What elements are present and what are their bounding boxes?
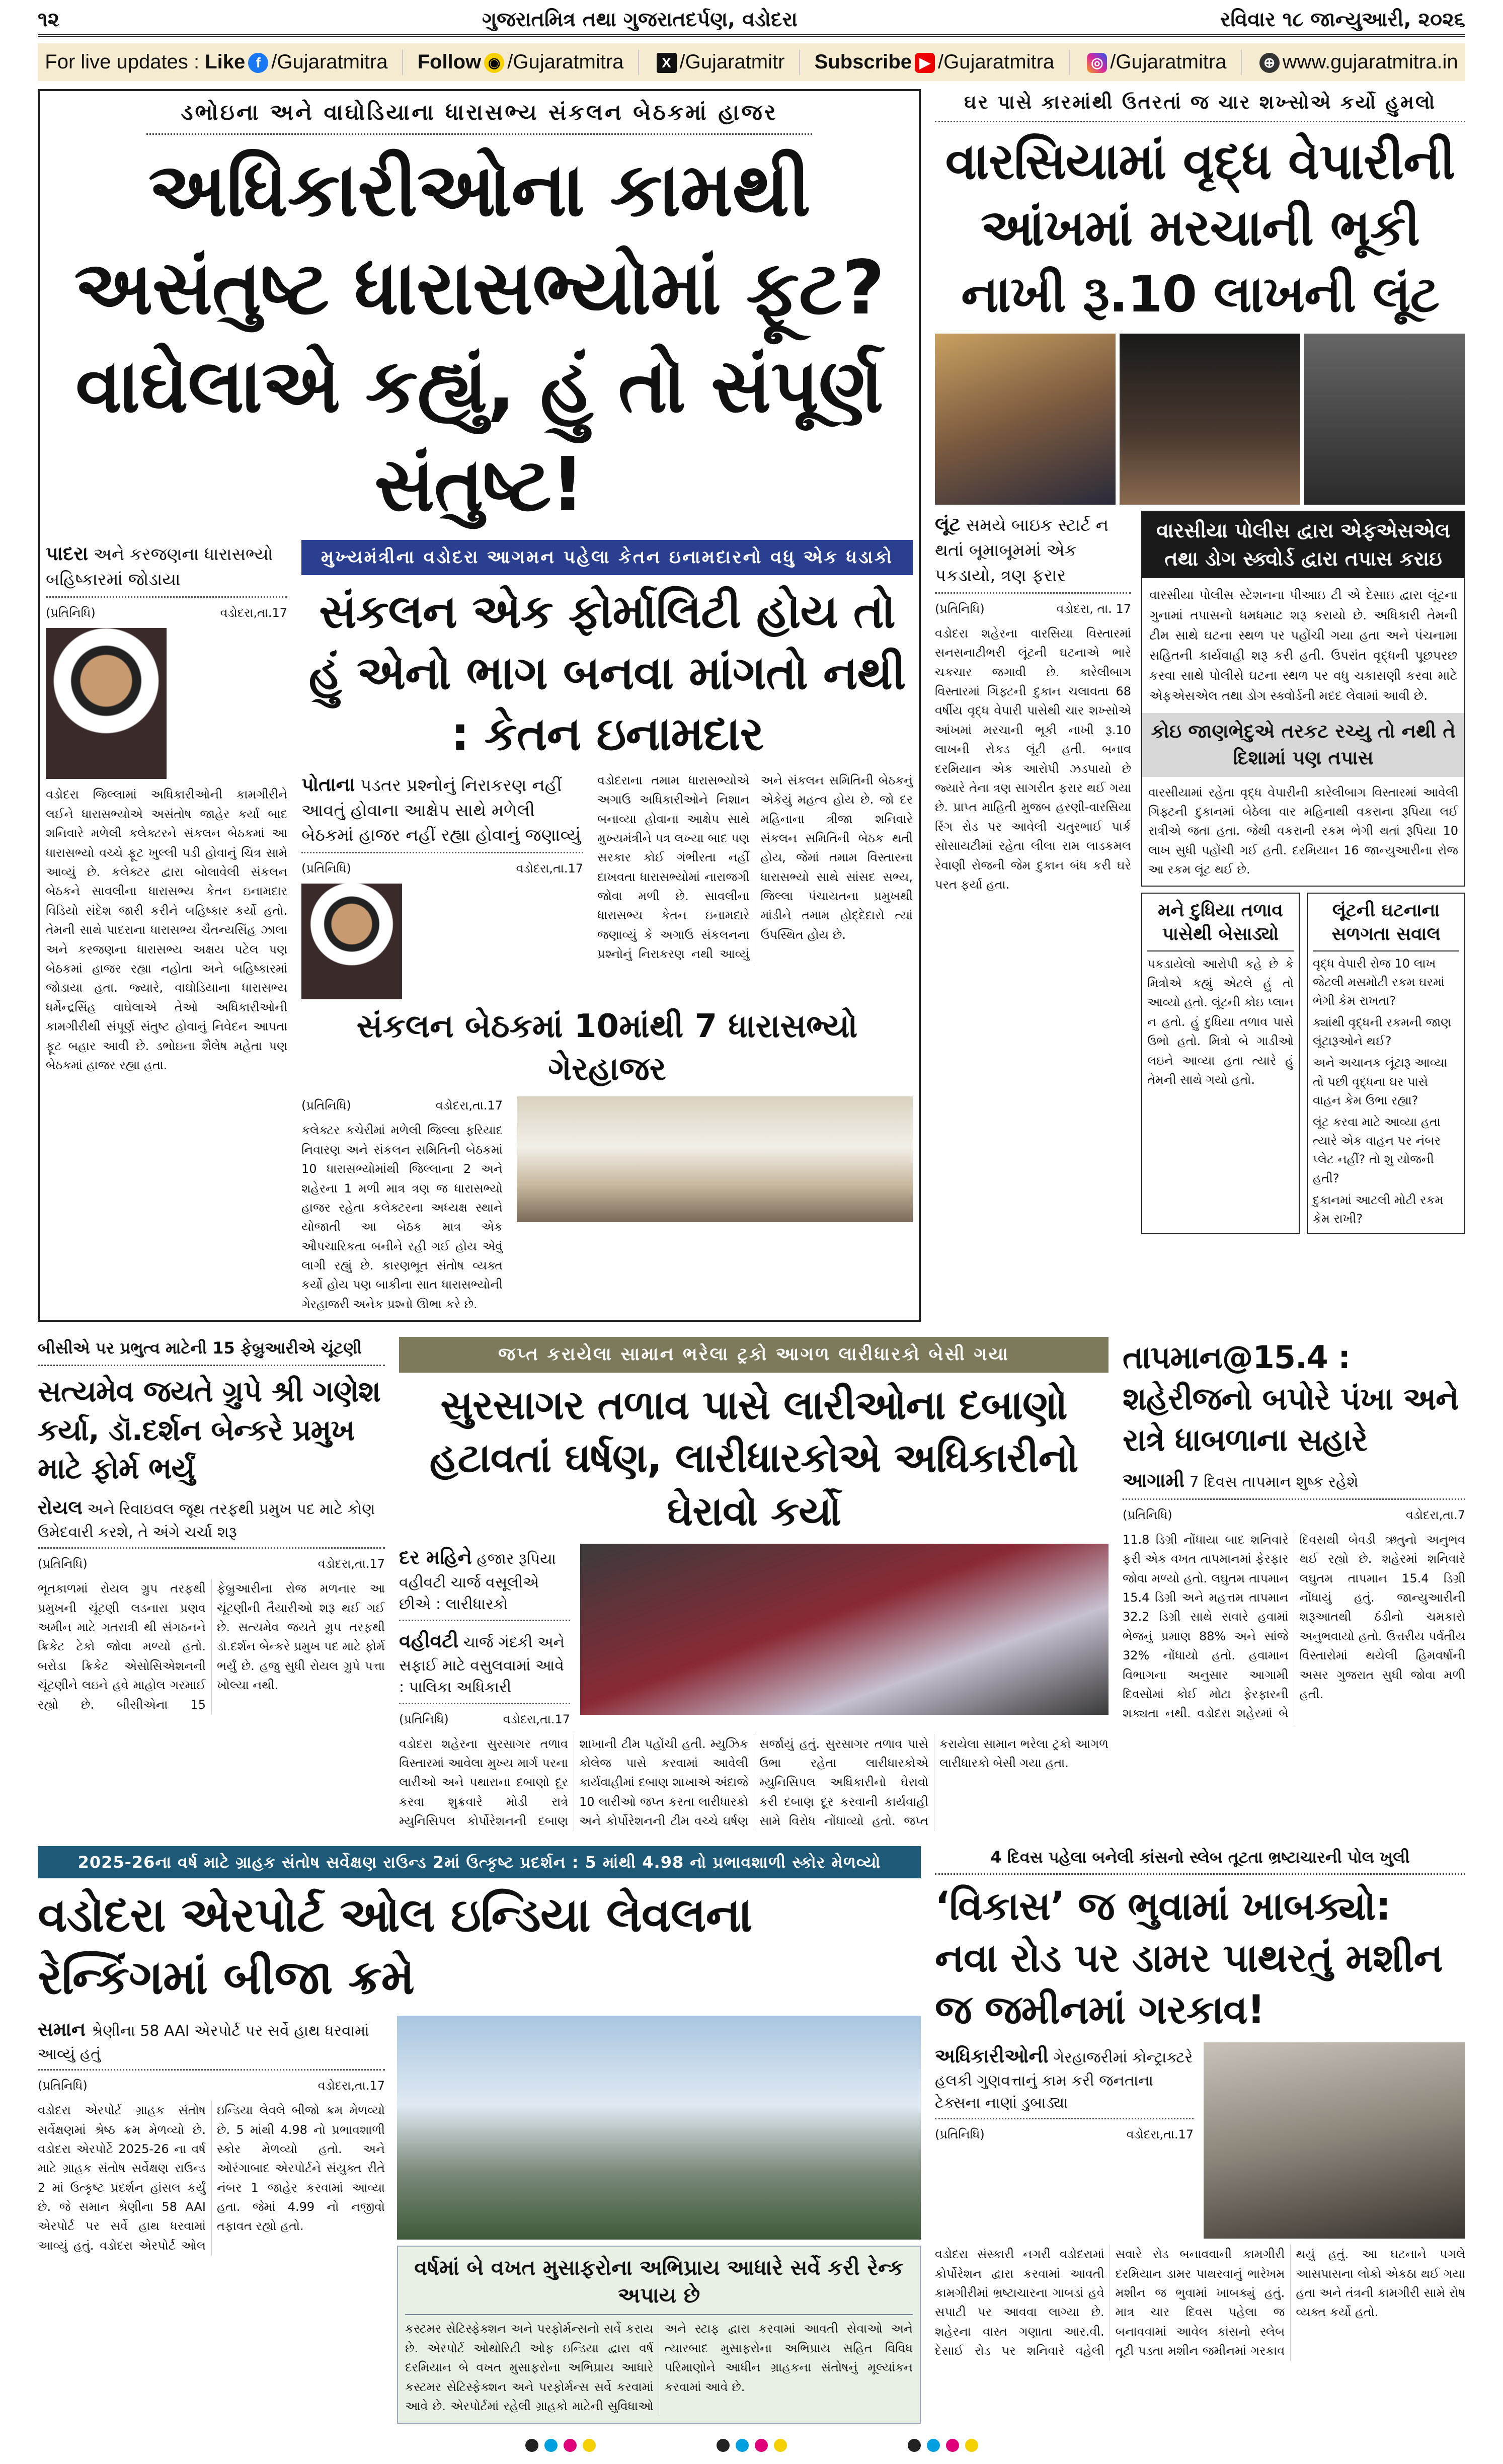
dateline: (પ્રતિનિધિ) વડોદરા,તા.17 (301, 1098, 503, 1113)
airport-photo (397, 2016, 921, 2240)
weather-body-a: 11.8 ડિગ્રી નોંધાયા બાદ શનિવારે ફરી એક વખત તાપમાનમાં ફેરફાર જોવા મળ્યો હતો. લઘુતમ તાપમાન 15.4 ડિગ્રી અને મહત્તમ તાપમાન 32.2 ડિગ્રી સાથે સવારે હવામાં ભેજનું પ્રમાણ 88% અને સાંજે 32% નોંધાયો હતો. હવામાન વિભાગના અનુસાર આગામી દિવસોમાં કોઈ મોટા ફેરફારની શક્યતા નથી. વડોદરા શહેરમાં બે દિવસથી બેવડી ઋતુનો અનુભવ થઈ રહ્યો છે. શહેરમાં શનિવારે લઘુતમ તાપમાન 15.4 ડિગ્રી નોંધાયું હતું. જાન્યુઆરીની શરૂઆતથી ઠંડીનો ચમકારો અનુભવાયો હતો. ઉત્તરીય પર્વતીય વિસ્તારોમાં થયેલી હિમવર્ષાની અસર ગુજરાત સુધી જોવા મળી હતી. (1123, 1532, 1465, 1721)
youtube-icon: ▶ (915, 53, 935, 73)
page-header (38, 5, 1465, 37)
airport-headline: વડોદરા એરપોર્ટ ઓલ ઇન્ડિયા લેવલના રેન્કિંગમાં બીજા ક્રમે (38, 1888, 752, 2006)
dateline: (પ્રતિનિધિ) વડોદરા,તા.17 (38, 1557, 385, 1571)
protest-photo (580, 1544, 1109, 1715)
survey-box (397, 2246, 921, 2424)
snapchat-icon: ◉ (484, 53, 504, 73)
facebook-icon: f (248, 53, 268, 73)
page-number: ૧૨ (38, 8, 60, 31)
social-bar (38, 43, 1465, 81)
bca-body-a: ભૂતકાળમાં રોયલ ગ્રુપ તરફથી પ્રમુખની ચૂંટણી લડનારા પ્રણવ અમીન માટે ગતરાત્રી થી સંગઠનને ક્રિકેટ ટેકો જોવા મળ્યો હતો. બરોડા ક્રિકેટ એસોસિએશનની ચૂંટણીને લઇને હવે માહોલ ગરમાઈ રહ્યો છે. બીસીએના 15 ફેબ્રુઆરીના રોજ મળનાર આ ચૂંટણીની તૈયારીઓ શરૂ થઈ ગઈ છે. સત્યમેવ જયતે ગ્રુપ તરફથી ડૉ.દર્શન બેન્કરે પ્રમુખ પદ માટે ફોર્મ ભર્યું છે. હજુ સુધી રોયલ ગ્રુપે પત્તા ખોલ્યા નથી. (38, 1581, 385, 1712)
police-box (1141, 511, 1465, 886)
survey-box-title: વર્ષમાં બે વખત મુસાફરોના અભિપ્રાય આધારે સર્વે કરી રેન્ક અપાય છે (405, 2254, 913, 2316)
vikas-body: વડોદરા સંસ્કારી નગરી વડોદરામાં કોર્પોરેશન દ્વારા કરવામાં આવતી કામગીરીમાં ભ્રષ્ટાચારના ગાબડાં હવે સપાટી પર આવવા લાગ્યા છે. શહેરના વાસ્ત ગણાતા આર.વી. દેસાઈ રોડ પર શનિવારે વહેલી સવારે રોડ બનાવવાની કામગીરી દરમિયાન ડામર પાથરવાનું ભારેખમ મશીન જ ભુવામાં ખાબક્યું હતું. માત્ર ચાર દિવસ પહેલા જ બનાવવામાં આવેલ કાંસનો સ્લેબ તૂટી પડતા મશીન જમીનમાં ગરકાવ થયું હતું. આ ઘટનાને પગલે આસપાસના લોકો એકઠા થઈ ગયા હતા અને તંત્રની કામગીરી સામે રોષ વ્યક્ત કર્યો હતો. (935, 2247, 1465, 2358)
inamdar-photo (301, 884, 402, 999)
vikas-subhead: અધિકારીઓની ગેરહાજરીમાં કોન્ટ્રાક્ટરે હલકી ગુણવત્તાનું કામ કરી જનતાના ટેક્સના નાણાં ડુબાડ્યા (935, 2042, 1194, 2119)
dateline: (પ્રતિનિધિ) વડોદરા,તા.7 (1123, 1507, 1465, 1522)
loot-col (935, 511, 1131, 894)
lead-side-body: વડોદરા જિલ્લામાં અધિકારીઓની કામગીરીને લઈને ધારાસભ્યોએ અસંતોષ જાહેર કર્યા બાદ શનિવારે મળેલી કલેક્ટરને સંકલન બેઠકમાં આ ધારાસભ્યો વચ્ચે ફૂટ ખુલ્લી પડી હોવાનું ચિત્ર સામે આવ્યું છે. કલેક્ટર દ્વારા બોલાવેલી સંકલન બેઠકને સાવલીના ધારાસભ્ય કેતન ઇનામદાર વિડિયો સંદેશ જારી કરીને બહિષ્કાર કર્યો હતો. તેમની સાથે પાદરાના ધારાસભ્ય ચૈતન્યસિંહ ઝાલા અને કરજણના ધારાસભ્ય અક્ષય પટેલ પણ બેઠકમાં હાજર રહ્યા નહોતા અને બહિષ્કારમાં જોડાયા હતા. જ્યારે, વાઘોડિયાના ધારાસભ્ય ધર્મેન્દ્રસિંહ વાઘેલાએ તેઓ અધિકારીઓની કામગીરીથી સંપૂર્ણ સંતુષ્ટ હોવાનું નિવેદન આપતા ફૂટ બહાર આવી છે. ડભોઇના શૈલેષ મહેતા પણ બેઠકમાં હાજર રહ્યા હતા. (46, 787, 287, 1072)
inamdar-body-a: વડોદરાના તમામ ધારાસભ્યોએ અગાઉ અધિકારીઓને નિશાન બનાવ્યા હોવાના આક્ષેપ સાથે મુખ્યમંત્રીને પત્ર લખ્યા બાદ પણ સરકાર કોઈ ગંભીરતા નહીં દાખવતા ધારાસભ્યોમાં નારાજગી જોવા મળી છે. સાવલીના ધારાસભ્ય કેતન ઇનામદારે જણાવ્યું કે અગાઉ સંકલનના પ્રશ્નોનું નિરાકરણ નથી આવ્યું અને સંકલન સમિતિની બેઠકનું એકેયું મહત્વ હોય છે. જો દર મહિનાના ત્રીજા શનિવારે સંકલન સમિતિની બેઠક થતી હોય, જેમાં તમામ વિસ્તારના ધારાસભ્યો સાથે સાંસદ સભ્ય, જિલ્લા પંચાયતના પ્રમુખથી માંડીને તમામ હોદ્દેદારો ત્યાં ઉપસ્થિત હોય છે. (597, 773, 913, 962)
meeting-headline: સંકલન બેઠકમાં 10માંથી 7 ધારાસભ્યો ગેરહાજર (356, 1008, 858, 1088)
questions-title: લૂંટની ઘટનાના સળગતા સવાલ (1313, 899, 1459, 951)
like-label: Like (205, 51, 246, 73)
bca-article (38, 1337, 385, 1714)
question-item: લૂંટ કરવા માટે આવ્યા હતા ત્યારે એક વાહન પર નંબર પ્લેટ નહીં? તો શુ યોજની હતી? (1313, 1115, 1441, 1185)
dateline: (પ્રતિનિધિ) વડોદરા,તા.17 (399, 1712, 570, 1726)
sursagar-subhead-2: વહીવટી ચાર્જ ગંદકી અને સફાઈ માટે વસુલવામાં આવે : પાલિકા અધિકારી (399, 1627, 570, 1704)
snapchat-link[interactable]: /Gujaratmitra (507, 51, 624, 73)
insider-body: વારસીયામાં રહેતા વૃદ્ધ વેપારીની કારેલીબાગ વિસ્તારમાં આવેલી ગિફ્ટની દુકાનમાં બેઠેલા વાર મહિનાથી વકરાના રૂપિયા લઈ રાત્રીએ જતા હતા. જેથી વકરાની રકમ ભેગી થતાં રૂપિયા 10 લાખ સુધી પહોંચી ગઈ હતી. દરમિયાન 16 જાન્યુઆરીના રોજ આ રકમ લૂંટ થઈ છે. (1148, 785, 1458, 877)
loot-body: વડોદરા શહેરના વારસિયા વિસ્તારમાં સનસનાટીભરી લૂંટની ઘટનાએ ભારે ચકચાર જગાવી છે. કારેલીબાગ વિસ્તારમાં ગિફ્ટની દુકાન ચલાવતા 68 વર્ષીય વૃદ્ધ વેપારી પાસેથી ચાર શખ્સોએ આંખમાં મરચાની ભૂકી નાખી રૂ.10 લાખની રોકડ લૂંટી હતી. બનાવ દરમિયાન એક આરોપી ઝડપાયો છે જ્યારે તેના ત્રણ સાગરીત ફરાર થઈ ગયા છે. પ્રાપ્ત માહિતી મુજબ હરણી-વારસિયા રિંગ રોડ પર આવેલી ચતુરભાઈ પાર્ક સોસાયટીમાં રહેતા લીલા રામ લાડકમલ રેવાણી રોજની જેમ દુકાન બંધ કરી ઘરે પરત ફર્યા હતા. (935, 626, 1131, 892)
mla-photo (46, 628, 167, 779)
loot-article (935, 89, 1465, 1234)
bca-subhead: રોયલ અને રિવાઇવલ જૂથ તરફથી પ્રમુખ પદ માટે કોણ ઉમેદવારી કરશે, તે અંગે ચર્ચા શરૂ (38, 1494, 385, 1549)
sursagar-subhead-1: દર મહિને હજાર રૂપિયા વહીવટી ચાર્જ વસૂલીએ છીએ : લારીધારકો (399, 1544, 570, 1621)
accused-title: મને દુધિયા તળાવ પાસેથી બેસાડ્યો (1147, 899, 1294, 951)
lead-main-column (301, 540, 913, 1314)
follow-label: Follow (417, 51, 482, 73)
dateline: (પ્રતિનિધિ) વડોદરા,તા.17 (935, 2127, 1194, 2142)
question-item: દુકાનમાં આટલી મોટી રકમ કેમ રાખી? (1313, 1193, 1444, 1226)
website-link[interactable]: www.gujaratmitra.in (1282, 51, 1458, 73)
sursagar-article (399, 1337, 1109, 1831)
dateline: (પ્રતિનિધિ) વડોદરા,તા.17 (301, 861, 583, 876)
weather-subhead: આગામી 7 દિવસ તાપમાન શુષ્ક રહેશે (1123, 1467, 1465, 1500)
question-item: વૃદ્ધ વેપારી રોજ 10 લાખ જેટલી મસમોટી રકમ ઘરમાં ભેગી કેમ રાખતા? (1313, 956, 1445, 1008)
x-link[interactable]: /Gujaratmitr (679, 51, 785, 73)
dateline: (પ્રતિનિધિ) વડોદરા, તા. 17 (935, 601, 1131, 616)
lead-banner: મુખ્યમંત્રીના વડોદરા આગમન પહેલા કેતન ઇનામદારનો વધુ એક ધડાકો (301, 540, 913, 575)
issue-date: રવિવાર ૧૮ જાન્યુઆરી, ૨૦૨૬ (1220, 8, 1465, 31)
bike-photo (1304, 334, 1465, 505)
vikas-article (935, 1846, 1465, 2361)
weather-article (1123, 1337, 1465, 1723)
insider-title: કોઇ જાણભેદુએ તરકટ રચ્યુ તો નથી તે દિશામાં પણ તપાસ (1142, 713, 1464, 776)
accused-box (1141, 893, 1300, 1235)
youtube-link[interactable]: /Gujaratmitra (937, 51, 1055, 73)
questions-box (1307, 893, 1465, 1235)
inamdar-subhead: પોતાના પડતર પ્રશ્નોનું નિરાકરણ નહીં આવતું હોવાના આક્ષેપ સાથે મળેલી બેઠકમાં હાજર નહીં રહ્યા હોવાનું જણાવ્યું (301, 771, 583, 854)
airport-banner: 2025-26ના વર્ષ માટે ગ્રાહક સંતોષ સર્વેક્ષણ રાઉન્ડ 2માં ઉત્કૃષ્ટ પ્રદર્શન : 5 માંથી 4.98 નો પ્રભાવશાળી સ્કોર મેળવ્યો (38, 1846, 921, 1879)
lead-side-subhead: પાદરા અને કરજણના ધારાસભ્યો બહિષ્કારમાં જોડાયા (46, 540, 287, 598)
bca-headline: સત્યમેવ જયતે ગ્રુપે શ્રી ગણેશ કર્યા, ડૉ.દર્શન બેન્કરે પ્રમુખ માટે ફોર્મ ભર્યું (38, 1374, 380, 1486)
facebook-link[interactable]: /Gujaratmitra (271, 51, 388, 73)
globe-icon: ⊕ (1259, 53, 1280, 73)
loot-headline: વારસિયામાં વૃદ્ધ વેપારીની આંખમાં મરચાની ભૂકી નાખી રૂ.10 લાખની લૂંટ (945, 132, 1455, 324)
question-item: અને અચાનક લૂંટારૂ આવ્યા તો પછી વૃદ્ધના ઘર પાસે વાહન કેમ ઉભા રહ્યા? (1313, 1056, 1448, 1107)
loot-photos (935, 334, 1465, 505)
vikas-kicker: 4 દિવસ પહેલા બનેલી કાંસનો સ્લેબ તૂટતા ભ્રષ્ટાચારની પોલ ખુલી (935, 1846, 1465, 1875)
accused-body: પકડાયેલો આરોપી કહે છે કે મિત્રોએ કહ્યું એટલે હું તો આવ્યો હતો. લૂંટની કોઇ પ્લાન ન હતો. હું દુધિયા તળાવ પાસે ઉભો હતો. મિત્રો બે ગાડીઓ લઇને આવ્યા હતા ત્યારે હું તેમની સાથે ગયો હતો. (1147, 957, 1294, 1087)
lead-side-column (46, 540, 287, 1075)
dateline: (પ્રતિનિધિ) વડોદરા,તા.17 (46, 606, 287, 620)
lead-headline: અધિકારીઓના કામથી અસંતુષ્ટ ધારાસભ્યોમાં ફૂટ? વાઘેલાએ કહ્યું, હું તો સંપૂર્ણ સંતુષ્ટ! (74, 146, 885, 528)
airport-body-a: વડોદરા એરપોર્ટ ગ્રાહક સંતોષ સર્વેક્ષણમાં શ્રેષ્ઠ ક્રમ મેળવ્યો છે. વડોદરા એરપોર્ટે 2025-26 ના વર્ષ માટે ગ્રાહક સંતોષ સર્વેક્ષણ રાઉન્ડ 2 માં ઉત્કૃષ્ટ પ્રદર્શન હાંસલ કર્યું છે. જે સમાન શ્રેણીના 58 AAI એરપોર્ટ પર સર્વે હાથ ધરવામાં આવ્યું હતું. વડોદરા એરપોર્ટ ઓલ ઇન્ડિયા લેવલે બીજો ક્રમ મેળવ્યો છે. 5 માંથી 4.98 નો પ્રભાવશાળી સ્કોર મેળવ્યો હતો. અને ઓરંગાબાદ એરપોર્ટને સંયુક્ત રીતે નંબર 1 જાહેર કરવામાં આવ્યા હતા. જેમાં 4.99 નો નજીવો તફાવત રહ્યો હતો. (38, 2103, 385, 2253)
loot-kicker: ઘર પાસે કારમાંથી ઉતરતાં જ ચાર શખ્સોએ કર્યો હુમલો (935, 89, 1465, 122)
newspaper-title: ગુજરાતમિત્ર તથા ગુજરાતદર્પણ, વડોદરા (482, 8, 798, 31)
inamdar-headline: સંકલન એક ફોર્માલિટી હોય તો હું એનો ભાગ બનવા માંગતો નથી : કેતન ઇનામદાર (308, 585, 906, 761)
police-box-title: વારસીયા પોલીસ દ્વારા એફએસએલ તથા ડોગ સ્ક્વોર્ડ દ્વારા તપાસ કરાઇ (1142, 512, 1464, 578)
sursagar-banner: જપ્ત કરાયેલા સામાન ભરેલા ટ્રકો આગળ લારીધારકો બેસી ગયા (399, 1337, 1109, 1372)
lead-kicker: ડભોઇના અને વાઘોડિયાના ધારાસભ્ય સંકલન બેઠકમાં હાજર (146, 97, 812, 135)
question-item: ક્યાંથી વૃદ્ધની રકમની જાણ લૂંટારૂઓને થઈ? (1313, 1015, 1452, 1049)
loot-subhead: લૂંટ સમયે બાઇક સ્ટાર્ટ ન થતાં બૂમાબૂમમાં એક પકડાયો, ત્રણ ફરાર (935, 511, 1131, 594)
lead-article (38, 89, 921, 1322)
instagram-icon: ◎ (1087, 53, 1107, 73)
vikas-headline: ‘વિકાસ’ જ ભુવામાં ખાબક્યો: નવા રોડ પર ડામર પાથરતું મશીન જ જમીનમાં ગરકાવ! (935, 1884, 1443, 2033)
weather-headline: તાપમાન@15.4 : શહેરીજનો બપોરે પંખા અને રાત્રે ધાબળાના સહારે (1123, 1339, 1459, 1458)
x-icon: X (657, 53, 677, 73)
police-box-body: વારસીયા પોલીસ સ્ટેશનના પીઆઇ ટી એ દેસાઇ દ્વારા લૂંટના ગુનામાં તપાસનો ધમધમાટ શરૂ કરાયો છે. અધિકારી તેમની ટીમ સાથે ઘટના સ્થળ પર પહોંચી ગયા હતા અને પંચનામા સહિતની કાર્યવાહી શરૂ કરી હતી. ઉપરાંત વૃદ્ધની પૂછપરછ કરવા સાથે પોલીસે ઘટના સ્થળ પર વધુ ચકાસણી કરવા માટે એફએસએલ તથા ડોગ સ્ક્વોર્ડની મદદ લેવામાં આવી છે. (1149, 588, 1457, 703)
victim-photo (935, 334, 1116, 505)
color-registration-marks (38, 2439, 1465, 2454)
dateline: (પ્રતિનિધિ) વડોદરા,તા.17 (38, 2079, 385, 2093)
airport-subhead: સમાન શ્રેણીના 58 AAI એરપોર્ટ પર સર્વે હાથ ધરવામાં આવ્યું હતું (38, 2016, 385, 2071)
airport-article (38, 1846, 921, 2424)
subscribe-label: Subscribe (814, 51, 912, 73)
sursagar-body: વડોદરા શહેરના સુરસાગર તળાવ વિસ્તારમાં આવેલા મુખ્ય માર્ગ પરના લારીઓ અને પથારાના દબાણો દૂર કરવા શુક્રવારે મોડી રાત્રે મ્યુનિસિપલ કોર્પોરેશનની દબાણ શાખાની ટીમ પહોંચી હતી. મ્યુઝિક કોલેજ પાસે કરવામાં આવેલી કાર્યવાહીમાં દબાણ શાખાએ અંદાજે 10 લારીઓ જપ્ત કરતા લારીધારકો અને કોર્પોરેશનની ટીમ વચ્ચે ઘર્ષણ સર્જાયું હતું. સુરસાગર તળાવ પાસે ઉભા રહેતા લારીધારકોએ મ્યુનિસિપલ અધિકારીનો ઘેરાવો કરી દબાણ દૂર કરવાની કાર્યવાહી સામે વિરોધ નોંધાવ્યો હતો. જપ્ત કરાયેલા સામાન ભરેલા ટ્રકો આગળ લારીધારકો બેસી ગયા હતા. (399, 1736, 1109, 1829)
sunken-machine-photo (1204, 2042, 1465, 2239)
meeting-body-a: કલેક્ટર કચેરીમાં મળેલી જિલ્લા ફરિયાદ નિવારણ અને સંકલન સમિતિની બેઠકમાં 10 ધારાસભ્યોમાંથી જિલ્લાના 2 અને શહેરના 1 મળી માત્ર ત્રણ જ ધારાસભ્યો હાજર રહેતા કલેક્ટરના અધ્યક્ષ સ્થાને યોજાતી આ બેઠક માત્ર એક ઔપચારિકતા બનીને રહી ગઈ હોય એવું લાગી રહ્યું છે. કારણભૂત સંતોષ વ્યક્ત કર્યો હોય પણ બાકીના સાત ધારાસભ્યોની ગેરહાજરી અનેક પ્રશ્નો ઊભા કરે છે. (301, 1123, 503, 1311)
instagram-link[interactable]: /Gujaratmitra (1110, 51, 1227, 73)
street-photo (1120, 334, 1300, 505)
social-prefix: For live updates : (45, 51, 200, 73)
survey-box-body: કસ્ટમર સેટિસ્ફેક્શન અને પરફોર્મન્સનો સર્વે કરાય છે. એરપોર્ટ ઓથોરિટી ઓફ ઇન્ડિયા દ્વારા વર્ષ દરમિયાન બે વખત મુસાફરોના અભિપ્રાય આધારે કસ્ટમર સેટિસ્ફેક્શન અને પરફોર્મન્સ સર્વે કરવામાં આવે છે. એરપોર્ટમાં રહેલી ગ્રાહકો માટેની સુવિધાઓ અને સ્ટાફ દ્વારા કરવામાં આવતી સેવાઓ અને ત્યારબાદ મુસાફરોના અભિપ્રાય સહિત વિવિધ પરિમાણોને આધીન ગ્રાહકના સંતોષનું મૂલ્યાંકન કરવામાં આવે છે. (405, 2322, 913, 2413)
meeting-photo (517, 1096, 913, 1222)
bca-kicker: બીસીએ પર પ્રભુત્વ માટેની 15 ફેબ્રુઆરીએ ચૂંટણી (38, 1337, 385, 1366)
sursagar-headline: સુરસાગર તળાવ પાસે લારીઓના દબાણો હટાવતાં ઘર્ષણ, લારીધારકોએ અધિકારીનો ઘેરાવો કર્યો (429, 1381, 1078, 1535)
